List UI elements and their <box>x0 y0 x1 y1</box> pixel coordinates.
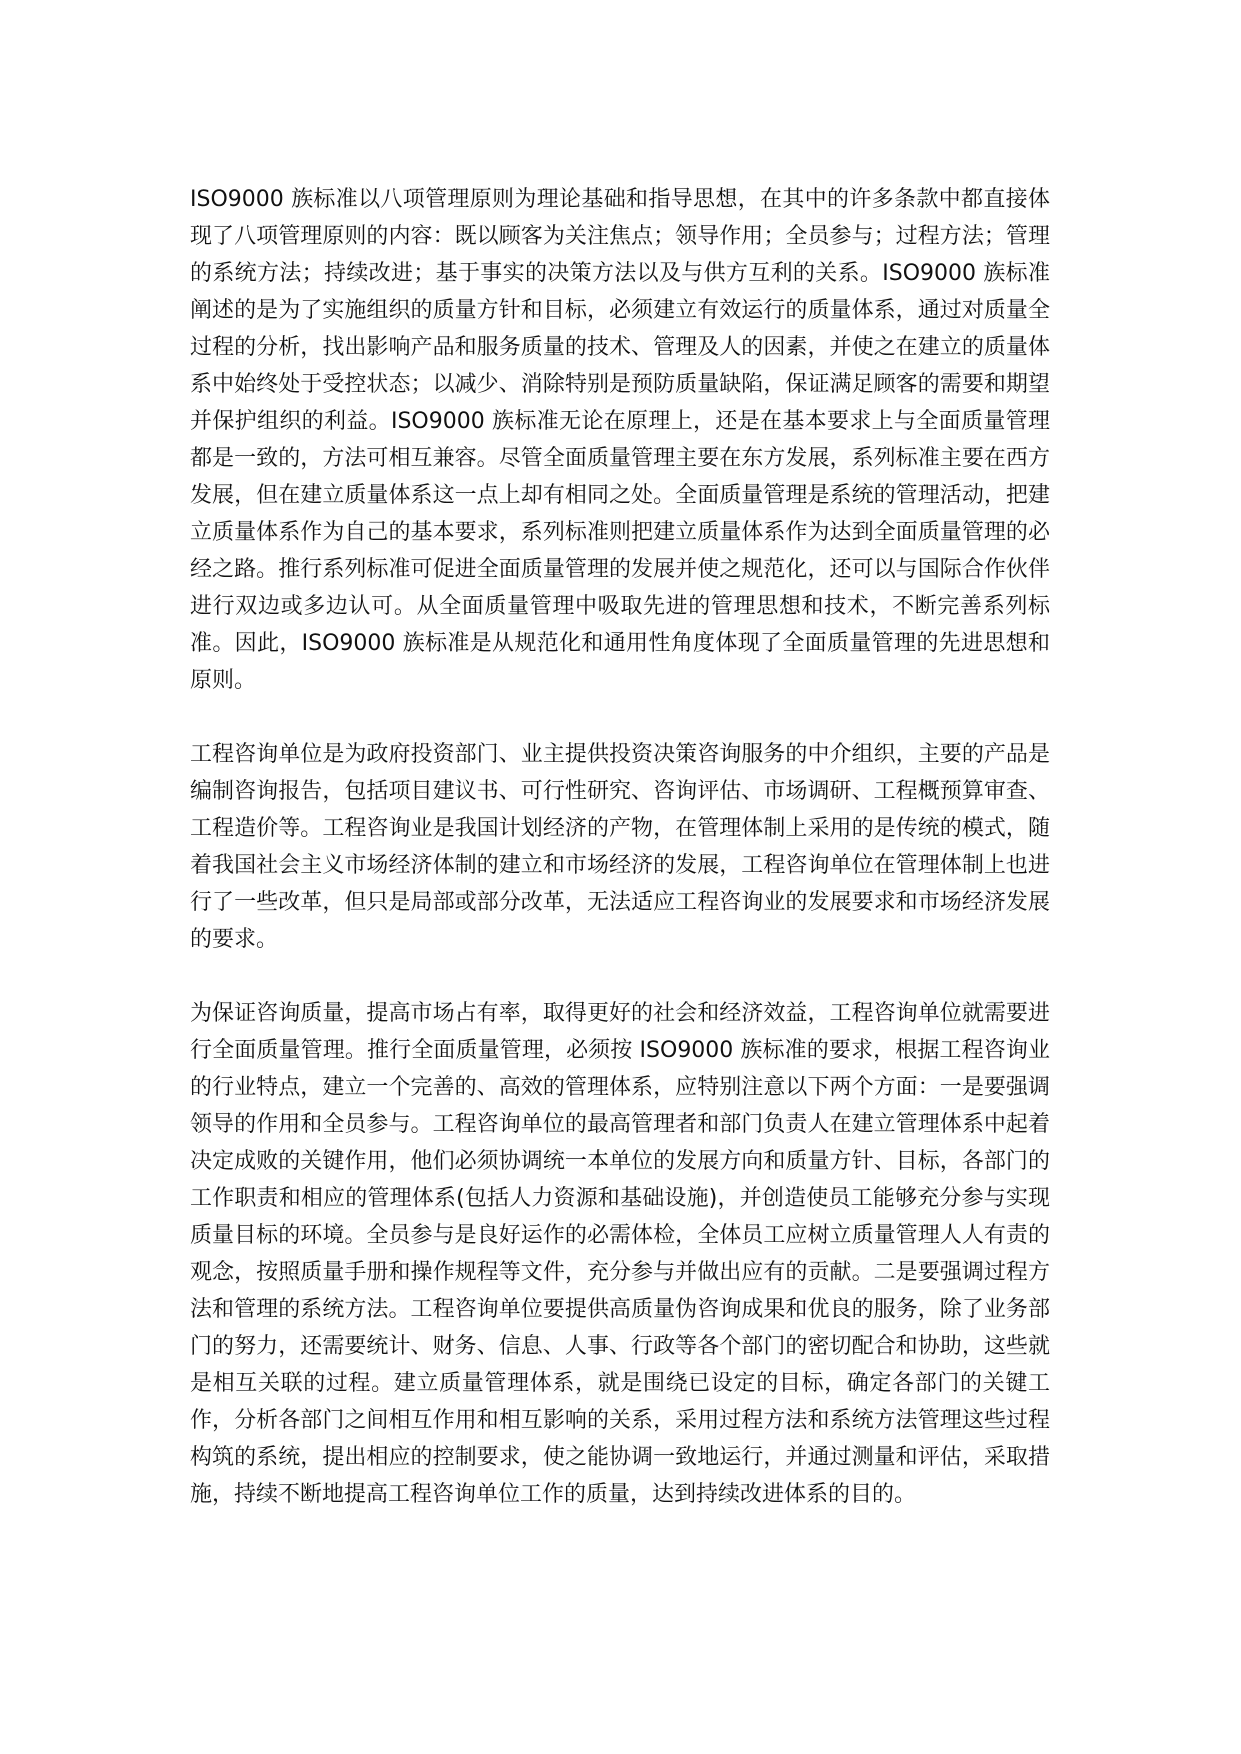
paragraph-consulting-units: 工程咨询单位是为政府投资部门、业主提供投资决策咨询服务的中介组织，主要的产品是编制咨询报告，包括项目建议书、可行性研究、咨询评估、市场调研、工程概预算审查、工程造价等。工程咨询业是我国计划经济的产物，在管理体制上采用的是传统的模式，随着我国社会主义市场经济体制的建立和市场经济的发展，工程咨询单位在管理体制上也进行了一些改革，但只是局部或部分改革，无法适应工程咨询业的发展要求和市场经济发展的要求。 <box>190 742 1050 952</box>
paragraph-quality-management: 为保证咨询质量，提高市场占有率，取得更好的社会和经济效益，工程咨询单位就需要进行全面质量管理。推行全面质量管理，必须按 ISO9000 族标准的要求，根据工程咨询业的行业特点，建立一个完善的、高效的管理体系，应特别注意以下两个方面：一是要强调领导的作用和全员参与。工程咨询单位的最高管理者和部门负责人在建立管理体系中起着决定成败的关键作用，他们必须协调统一本单位的发展方向和质量方针、目标，各部门的工作职责和相应的管理体系(包括人力资源和基础设施)，并创造使员工能够充分参与实现质量目标的环境。全员参与是良好运作的必需体检，全体员工应树立质量管理人人有责的观念，按照质量手册和操作规程等文件，充分参与并做出应有的贡献。二是要强调过程方法和管理的系统方法。工程咨询单位要提供高质量伪咨询成果和优良的服务，除了业务部门的努力，还需要统计、财务、信息、人事、行政等各个部门的密切配合和协助，这些就是相互关联的过程。建立质量管理体系，就是围绕已设定的目标，确定各部门的关键工作，分析各部门之间相互作用和相互影响的关系，采用过程方法和系统方法管理这些过程构筑的系统，提出相应的控制要求，使之能协调一致地运行，并通过测量和评估，采取措施，持续不断地提高工程咨询单位工作的质量，达到持续改进体系的目的。 <box>190 1001 1050 1507</box>
paragraph-iso9000-principles: ISO9000 族标准以八项管理原则为理论基础和指导思想，在其中的许多条款中都直接体现了八项管理原则的内容：既以顾客为关注焦点；领导作用；全员参与；过程方法；管理的系统方法；持续改进；基于事实的决策方法以及与供方互利的关系。ISO9000 族标准阐述的是为了实施组织的质量方针和目标，必须建立有效运行的质量体系，通过对质量全过程的分析，找出影响产品和服务质量的技术、管理及人的因素，并使之在建立的质量体系中始终处于受控状态；以减少、消除特别是预防质量缺陷，保证满足顾客的需要和期望并保护组织的利益。ISO9000 族标准无论在原理上，还是在基本要求上与全面质量管理都是一致的，方法可相互兼容。尽管全面质量管理主要在东方发展，系列标准主要在西方发展，但在建立质量体系这一点上却有相同之处。全面质量管理是系统的管理活动，把建立质量体系作为自己的基本要求，系列标准则把建立质量体系作为达到全面质量管理的必经之路。推行系列标准可促进全面质量管理的发展并使之规范化，还可以与国际合作伙伴进行双边或多边认可。从全面质量管理中吸取先进的管理思想和技术，不断完善系列标准。因此，ISO9000 族标准是从规范化和通用性角度体现了全面质量管理的先进思想和原则。 <box>190 187 1050 693</box>
document-body <box>190 181 1050 1513</box>
